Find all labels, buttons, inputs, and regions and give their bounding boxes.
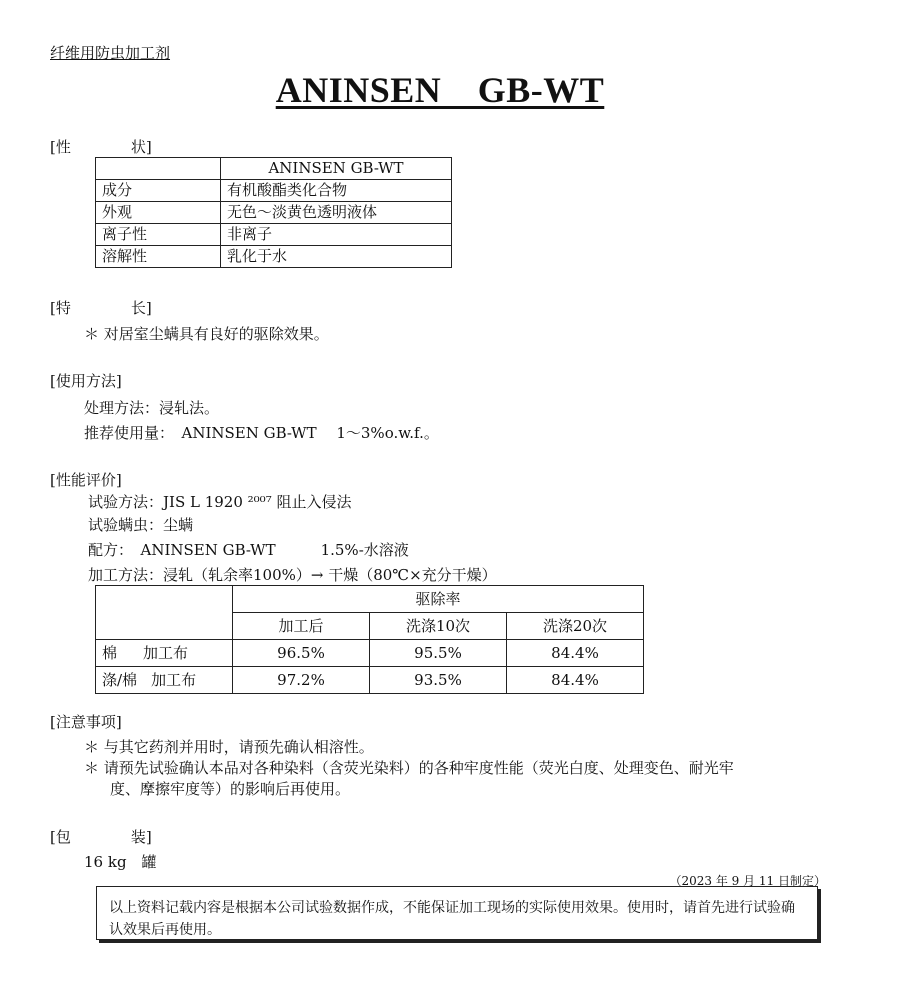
evaluation-table-group-row	[96, 586, 644, 613]
features-heading-right: 长]	[130, 299, 152, 317]
table-row	[96, 640, 644, 667]
property-value: 有机酸酯类化合物	[221, 180, 452, 202]
evaluation-test-method: 试验方法：JIS L 1920 ²⁰⁰⁷ 阻止入侵法	[88, 493, 352, 511]
document-category: 纤维用防虫加工剂	[50, 44, 171, 62]
product-title: ANINSEN GB-WT	[275, 70, 605, 110]
packaging-heading	[50, 826, 152, 847]
evaluation-table	[95, 585, 644, 694]
disclaimer-box: 以上资料记载内容是根据本公司试验数据作成，不能保证加工现场的实际使用效果。使用时，请首先进行试验确认效果后再使用。	[96, 886, 818, 940]
properties-table-corner	[96, 158, 221, 180]
property-label: 离子性	[96, 224, 221, 246]
repellency-value: 84.4%	[507, 667, 644, 694]
fabric-label	[96, 640, 233, 667]
property-value: 非离子	[221, 224, 452, 246]
repellency-value: 97.2%	[233, 667, 370, 694]
caution-item: ＊ 请预先试验确认本品对各种染料（含荧光染料）的各种牢度性能（荧光白度、处理变色、耐光牢	[84, 759, 734, 777]
fabric-process: 加工布	[151, 671, 197, 689]
fabric-label	[96, 667, 233, 694]
table-row	[96, 667, 644, 694]
caution-item-continued: 度、摩擦牢度等）的影响后再使用。	[110, 780, 351, 798]
evaluation-process: 加工方法：浸轧（轧余率100%）→ 干燥（80℃×充分干燥）	[88, 566, 497, 584]
packaging-heading-right: 装]	[130, 828, 152, 846]
table-row	[96, 202, 452, 224]
property-label: 成分	[96, 180, 221, 202]
packaging-heading-left: [包	[50, 828, 71, 846]
property-value: 乳化于水	[221, 246, 452, 268]
packaging-content: 16 kg 罐	[84, 853, 157, 871]
fabric-process: 加工布	[143, 644, 189, 662]
column-header: 加工后	[233, 613, 370, 640]
repellency-value: 95.5%	[370, 640, 507, 667]
evaluation-table-corner	[96, 586, 233, 640]
property-label: 外观	[96, 202, 221, 224]
evaluation-table-group-header: 驱除率	[233, 586, 644, 613]
fabric-name: 涤/棉	[102, 671, 138, 689]
table-row	[96, 246, 452, 268]
properties-table	[95, 157, 452, 268]
column-header: 洗涤20次	[507, 613, 644, 640]
usage-amount: 推荐使用量： ANINSEN GB-WT 1～3%o.w.f.。	[84, 424, 439, 442]
property-label: 溶解性	[96, 246, 221, 268]
properties-table-header: ANINSEN GB-WT	[221, 158, 452, 180]
cautions-heading: [注意事项]	[50, 713, 122, 731]
usage-method: 处理方法：浸轧法。	[84, 399, 220, 417]
features-heading-left: [特	[50, 299, 71, 317]
caution-item: ＊ 与其它药剂并用时，请预先确认相溶性。	[84, 738, 374, 756]
fabric-name: 棉	[102, 644, 118, 662]
repellency-value: 84.4%	[507, 640, 644, 667]
document-date: （2023 年 9 月 11 日制定）	[669, 874, 826, 888]
evaluation-formula: 配方： ANINSEN GB-WT 1.5%-水溶液	[88, 541, 409, 559]
table-row	[96, 180, 452, 202]
evaluation-heading: [性能评价]	[50, 471, 122, 489]
properties-table-header-row	[96, 158, 452, 180]
property-value: 无色～淡黄色透明液体	[221, 202, 452, 224]
usage-heading: [使用方法]	[50, 372, 122, 390]
properties-heading-right: 状]	[130, 138, 152, 156]
repellency-value: 93.5%	[370, 667, 507, 694]
table-row	[96, 224, 452, 246]
evaluation-test-mite: 试验螨虫：尘螨	[88, 516, 194, 534]
properties-heading-left: [性	[50, 138, 71, 156]
feature-item: ＊ 对居室尘螨具有良好的驱除效果。	[84, 325, 329, 343]
properties-heading	[50, 136, 152, 157]
features-heading	[50, 297, 152, 318]
column-header: 洗涤10次	[370, 613, 507, 640]
repellency-value: 96.5%	[233, 640, 370, 667]
